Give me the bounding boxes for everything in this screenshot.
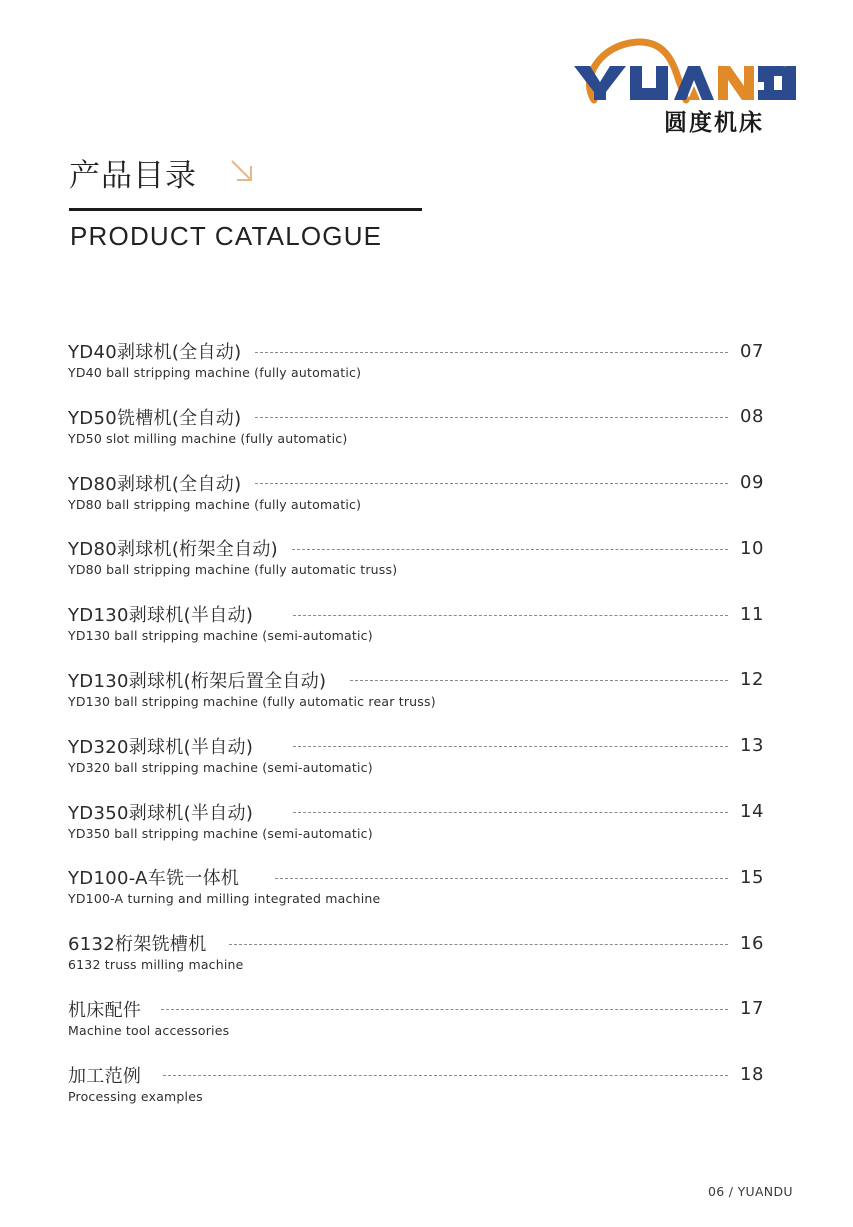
- catalogue-item[interactable]: [68, 666, 768, 732]
- logo-letter-u-icon: [762, 66, 802, 106]
- item-title-cn: 6132桁架铣槽机: [68, 934, 207, 956]
- item-title-en: Processing examples: [68, 1088, 203, 1104]
- dotted-leader: [292, 549, 728, 550]
- catalogue-item[interactable]: [68, 1061, 768, 1127]
- item-title-cn: YD130剥球机(半自动): [68, 605, 254, 627]
- dotted-leader: [293, 615, 728, 616]
- catalogue-list: [68, 337, 768, 1127]
- item-title-en: YD130 ball stripping machine (fully automatic rear truss): [68, 693, 436, 709]
- item-title-cn: YD80剥球机(桁架全自动): [68, 539, 279, 561]
- dotted-leader: [163, 1075, 728, 1076]
- catalogue-item[interactable]: [68, 995, 768, 1061]
- item-title-cn: YD320剥球机(半自动): [68, 736, 254, 758]
- item-page-number: 12: [740, 669, 764, 691]
- item-title-cn: YD100-A车铣一体机: [68, 868, 240, 890]
- item-title-cn: YD40剥球机(全自动): [68, 342, 242, 363]
- item-page-number: 14: [740, 801, 764, 823]
- item-title-en: 6132 truss milling machine: [68, 957, 244, 973]
- item-title-cn: YD50铣槽机(全自动): [68, 407, 242, 429]
- item-title-en: YD80 ball stripping machine (fully automatic truss): [68, 562, 398, 578]
- item-page-number: 18: [740, 1064, 764, 1086]
- company-logo: [570, 38, 805, 134]
- dotted-leader: [255, 417, 728, 418]
- item-title-cn: YD350剥球机(半自动): [68, 802, 254, 824]
- item-title-en: YD350 ball stripping machine (semi-automatic): [68, 825, 373, 841]
- item-page-number: 16: [740, 932, 764, 954]
- item-page-number: 10: [740, 537, 764, 559]
- item-title-cn: 机床配件: [68, 999, 142, 1021]
- dotted-leader: [350, 680, 728, 681]
- item-page-number: 08: [740, 406, 764, 428]
- item-page-number: 11: [740, 603, 764, 625]
- item-title-en: Machine tool accessories: [68, 1022, 230, 1038]
- item-title-en: YD130 ball stripping machine (semi-automatic): [68, 628, 373, 644]
- catalogue-item[interactable]: [68, 929, 768, 995]
- dotted-leader: [275, 878, 728, 879]
- dotted-leader: [255, 352, 728, 353]
- arrow-down-right-icon: [229, 158, 255, 184]
- page-footer: 06 / YUANDU: [708, 1184, 793, 1199]
- catalogue-item[interactable]: [68, 403, 768, 469]
- item-title-cn: YD130剥球机(桁架后置全自动): [68, 670, 327, 692]
- page-title-chinese: 产品目录: [69, 158, 197, 194]
- catalogue-item[interactable]: [68, 337, 768, 403]
- dotted-leader: [255, 483, 728, 484]
- dotted-leader: [229, 944, 728, 945]
- item-page-number: 13: [740, 735, 764, 757]
- item-page-number: 17: [740, 998, 764, 1020]
- dotted-leader: [293, 812, 728, 813]
- item-page-number: 09: [740, 472, 764, 494]
- item-title-en: YD50 slot milling machine (fully automatic): [68, 430, 348, 446]
- catalogue-item[interactable]: [68, 534, 768, 600]
- catalogue-item[interactable]: [68, 863, 768, 929]
- item-title-cn: YD80剥球机(全自动): [68, 473, 242, 495]
- logo-chinese-name: 圆度机床: [664, 110, 764, 136]
- item-title-en: YD80 ball stripping machine (fully automatic): [68, 496, 362, 512]
- catalogue-item[interactable]: [68, 469, 768, 535]
- dotted-leader: [161, 1009, 728, 1010]
- dotted-leader: [293, 746, 728, 747]
- item-page-number: 07: [740, 340, 764, 362]
- title-divider: [69, 208, 422, 211]
- catalogue-item[interactable]: [68, 600, 768, 666]
- item-title-cn: 加工范例: [68, 1065, 142, 1087]
- item-title-en: YD40 ball stripping machine (fully automatic): [68, 365, 362, 380]
- item-title-en: YD320 ball stripping machine (semi-automatic): [68, 759, 373, 775]
- catalogue-item[interactable]: [68, 732, 768, 798]
- page-title-english: PRODUCT CATALOGUE: [70, 221, 383, 251]
- catalogue-item[interactable]: [68, 798, 768, 864]
- item-page-number: 15: [740, 866, 764, 888]
- item-title-en: YD100-A turning and milling integrated machine: [68, 891, 381, 907]
